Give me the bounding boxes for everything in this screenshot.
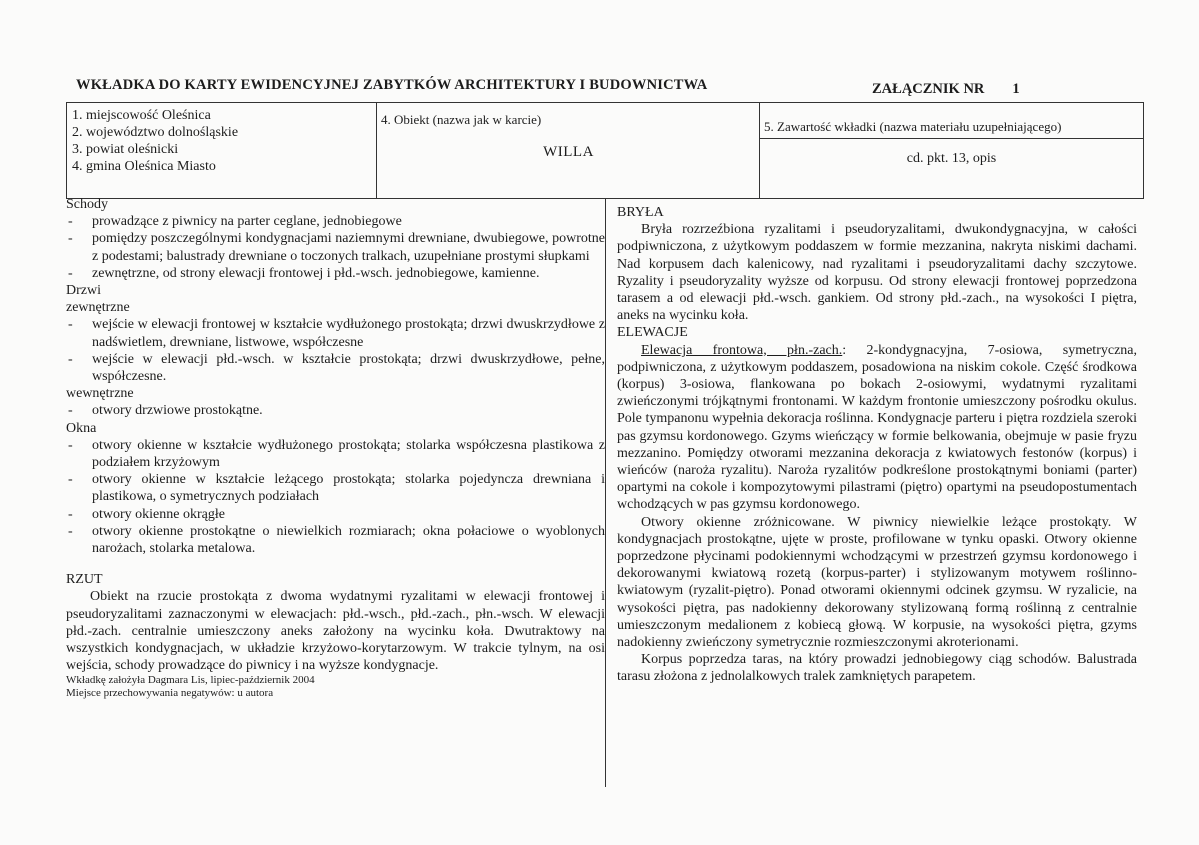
annex-label-text: ZAŁĄCZNIK NR [872,81,985,97]
list-item: - otwory okienne okrągłe [68,506,225,522]
location-line: 4. gmina Oleśnica Miasto [72,159,216,174]
author-note: Wkładkę założyła Dagmara Lis, lipiec-październik 2004 [66,674,315,687]
negatives-note: Miejsce przechowywania negatywów: u autora [66,687,274,700]
content-label: 5. Zawartość wkładki (nazwa materiału uzupełniającego) [764,119,1062,134]
list-item: - wejście w elewacji frontowej w kształcie wydłużonego prostokąta; drzwi dwuskrzydłowe z nadświetlem, drewniane, listwowe, współczesne [68,317,605,350]
elewacja-label: Elewacja frontowa, płn.-zach. [641,342,843,358]
document-title: WKŁADKA DO KARTY EWIDENCYJNEJ ZABYTKÓW ARCHITEKTURY I BUDOWNICTWA [76,77,708,93]
list-item: - wejście w elewacji płd.-wsch. w kształcie prostokąta; drzwi dwuskrzydłowe, pełne, współczesne. [68,351,605,385]
list-item: - otwory okienne w kształcie leżącego prostokąta; stolarka pojedyncza drewniana i plastikowa, o symetrycznych podziałach [68,472,605,505]
column-divider [605,199,606,787]
object-label: 4. Obiekt (nazwa jak w karcie) [381,112,542,127]
list-item: - otwory drzwiowe prostokątne. [68,403,263,419]
rzut-heading: RZUT [66,572,103,588]
bryla-paragraph: Bryła rozrzeźbiona ryzalitami i pseudoryzalitami, dwukondygnacyjna, w całości podpiwniczona, z użytkowym poddaszem w formie mezzanina, nakryta niskimi dachami. Nad korpusem dach kalenicowy, nad ryzalitami i pseudoryzalitami dachy szczytowe. Ryzality i pseudoryzality wyższe od korpusu. Od strony elewacji frontowej poprzedzona tarasem a od elewacji płd.-wsch. gankiem. Od strony płd.-zach., na wysokości I piętra, aneks na wycinku koła. [617,222,1137,324]
location-line: 1. miejscowość Oleśnica [72,108,211,123]
list-item: - prowadzące z piwnicy na parter ceglane, jednobiegowe [68,214,402,230]
location-line: 2. województwo dolnośląskie [72,125,239,140]
elewacja-paragraph [617,342,1137,514]
zewnetrzne-heading: zewnętrzne [66,300,130,316]
left-column [66,196,605,700]
annex-label [872,81,1020,98]
list-item: - zewnętrzne, od strony elewacji frontowej i płd.-wsch. jednobiegowe, kamienne. [68,265,540,281]
drzwi-heading: Drzwi [66,283,101,299]
list-item: - otwory okienne w kształcie wydłużonego prostokąta; stolarka współczesna plastikowa z podziałem krzyżowym [68,437,605,471]
schody-heading: Schody [66,197,108,212]
location-box [66,102,377,199]
object-box [376,102,760,199]
elewacje-heading: ELEWACJE [617,325,688,341]
content-box [759,102,1144,199]
list-item: - pomiędzy poszczególnymi kondygnacjami naziemnymi drewniane, dwubiegowe, powrotne z podestami; balustrady drewniane o toczonych tralkach, uzupełniane prostymi słupkami [68,231,605,264]
location-line: 3. powiat oleśnicki [72,142,179,157]
elewacja-text: : 2-kondygnacyjna, 7-osiowa, symetryczna, podpiwniczona, z użytkowym poddaszem, posadowiona na niskim cokole. Część środkowa (korpus) 3-osiowa, flankowana po bokach 2-osiowymi, wydatnymi ryzalitami zwieńczonymi trójkątnymi frontonami. W każdym frontonie umieszczony pośrodku okulus. Pole tympanonu wypełnia dekoracja roślinna. Kondygnacje parteru i piętra rozdziela szeroki pas gzymsu kordonowego. Gzyms wieńczący w formie belkowania, obejmuje w pasie fryzu mezzanino. Pomiędzy otworami mezzanina dekoracja z kwiatowych festonów (korpus) i wieńców (naroża ryzalitu). Naroża ryzalitów podkreślone prostokątnymi boniami (parter) opartymi na cokole i kompozytowymi pilastrami (piętro) opartymi na pseudopostumentach wchodzących w pas gzymsu kordonowego. [617,342,1138,513]
content-value: cd. pkt. 13, opis [906,151,997,166]
object-value: WILLA [543,144,594,160]
rzut-paragraph: Obiekt na rzucie prostokąta z dwoma wydatnymi ryzalitami w elewacji frontowej i pseudoryzalitami zaznaczonymi w elewacjach: płd.-wsch., płd.-zach., płn.-wsch. W elewacji płd.-zach. centralnie umieszczony aneks założony na wycinku koła. Dwutraktowy na wszystkich kondygnacjach, w układzie krzyżowo-korytarzowym. W trakcie tylnym, na osi wejścia, schody prowadzące do piwnicy i na wyższe kondygnacje. [66,589,605,674]
korpus-paragraph: Korpus poprzedza taras, na który prowadzi jednobiegowy ciąg schodów. Balustrada tarasu złożona z jednolalkowych tralek zamkniętych parapetem. [617,652,1137,685]
list-item: - otwory okienne prostokątne o niewielkich rozmiarach; okna połaciowe o wyoblonych narożach, stolarka metalowa. [68,523,605,557]
okna-heading: Okna [66,420,97,436]
wewnetrzne-heading: wewnętrzne [66,386,134,402]
content-rule [760,138,1143,139]
annex-number: 1 [1012,81,1020,97]
bryla-heading: BRYŁA [617,205,664,220]
right-column [617,204,1137,686]
okna-paragraph: Otwory okienne zróżnicowane. W piwnicy niewielkie leżące prostokąty. W kondygnacjach prostokątne, ujęte w proste, profilowane w tynku opaski. Otwory okienne poprzedzone płycinami podokiennymi wchodzącymi w przestrzeń gzymsu kordonowego i dekorowanymi kwiatową rozetą (korpus-parter) i stylizowanym motywem roślinno-kwiatowym (ryzalit-piętro). Ponad otworami okiennymi odcinek gzymsu. W ryzalicie, na wysokości piętra, pas nadokienny dekorowany stylizowaną formą roślinną z centralnie umieszczonym medalionem z kobiecą głową. W korpusie, na wysokości piętra, gzyms nadokienny zwieńczony symetrycznie rozmieszczonymi akroterionami. [617,514,1137,651]
